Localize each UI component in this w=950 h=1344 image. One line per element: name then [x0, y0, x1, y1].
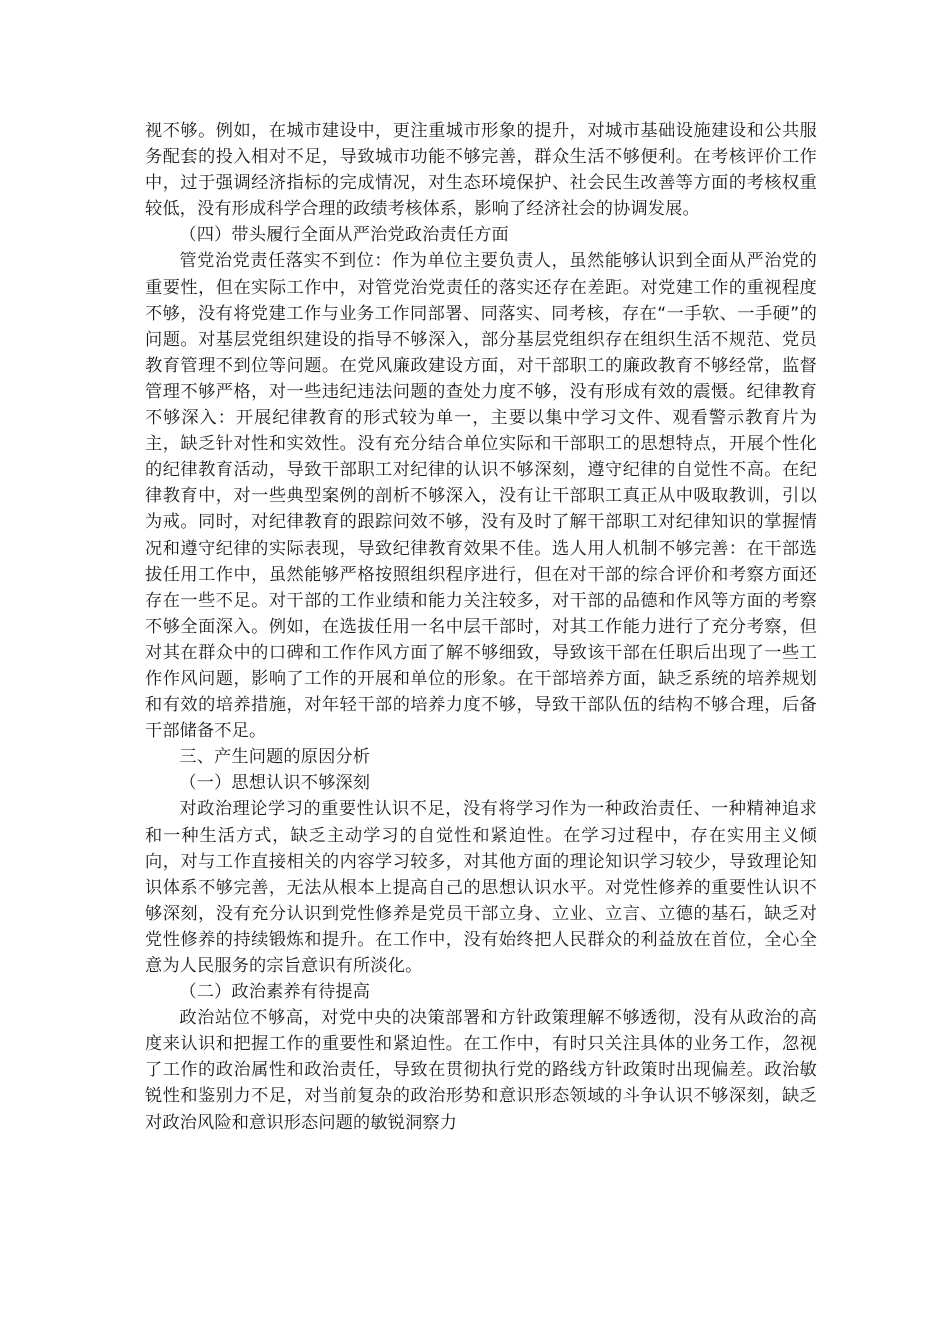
paragraph-party-responsibility: 管党治党责任落实不到位：作为单位主要负责人，虽然能够认识到全面从严治党的重要性，但在实际工作中，对管党治党责任的落实还存在差距。对党建工作的重视程度不够，没有将党建工作与业务工作同部署、同落实、同考核，存在“一手软、一手硬”的问题。对基层党组织建设的指导不够深入，部分基层党组织存在组织生活不规范、党员教育管理不到位等问题。在党风廉政建设方面，对干部职工的廉政教育不够经常，监督管理不够严格，对一些违纪违法问题的查处力度不够，没有形成有效的震慑。纪律教育不够深入：开展纪律教育的形式较为单一，主要以集中学习文件、观看警示教育片为主，缺乏针对性和实效性。没有充分结合单位实际和干部职工的思想特点，开展个性化的纪律教育活动，导致干部职工对纪律的认识不够深刻，遵守纪律的自觉性不高。在纪律教育中，对一些典型案例的剖析不够深入，没有让干部职工真正从中吸取教训，引以为戒。同时，对纪律教育的跟踪问效不够，没有及时了解干部职工对纪律知识的掌握情况和遵守纪律的实际表现，导致纪律教育效果不佳。选人用人机制不够完善：在干部选拔任用工作中，虽然能够严格按照组织程序进行，但在对干部的综合评价和考察方面还存在一些不足。对干部的工作业绩和能力关注较多，对干部的品德和作风等方面的考察不够全面深入。例如，在选拔任用一名中层干部时，对其工作能力进行了充分考察，但对其在群众中的口碑和工作作风方面了解不够细致，导致该干部在任职后出现了一些工作作风问题，影响了工作的开展和单位的形象。在干部培养方面，缺乏系统的培养规划和有效的培养措施，对年轻干部的培养力度不够，导致干部队伍的结构不够合理，后备干部储备不足。 — [145, 251, 817, 742]
section-heading-four: （四）带头履行全面从严治党政治责任方面 — [179, 225, 509, 246]
paragraph-continuation: 视不够。例如，在城市建设中，更注重城市形象的提升，对城市基础设施建设和公共服务配套的投入相对不足，导致城市功能不够完善，群众生活不够便利。在考核评价工作中，过于强调经济指标的完成情况，对生态环境保护、社会民生改善等方面的考核权重较低，没有形成科学合理的政绩考核体系，影响了经济社会的协调发展。 — [145, 121, 817, 220]
section-heading-two: （二）政治素养有待提高 — [179, 982, 371, 1003]
section-heading-one: （一）思想认识不够深刻 — [179, 773, 371, 794]
document-page — [145, 118, 817, 1136]
paragraph-thought-awareness: 对政治理论学习的重要性认识不足，没有将学习作为一种政治责任、一种精神追求和一种生活方式，缺乏主动学习的自觉性和紧迫性。在学习过程中，存在实用主义倾向，对与工作直接相关的内容学习较多，对其他方面的理论知识学习较少，导致理论知识体系不够完善，无法从根本上提高自己的思想认识水平。对党性修养的重要性认识不够深刻，没有充分认识到党性修养是党员干部立身、立业、立言、立德的基石，缺乏对党性修养的持续锻炼和提升。在工作中，没有始终把人民群众的利益放在首位，全心全意为人民服务的宗旨意识有所淡化。 — [145, 799, 817, 976]
chapter-heading-three: 三、产生问题的原因分析 — [179, 747, 371, 768]
paragraph-political-literacy: 政治站位不够高，对党中央的决策部署和方针政策理解不够透彻，没有从政治的高度来认识和把握工作的重要性和紧迫性。在工作中，有时只关注具体的业务工作，忽视了工作的政治属性和政治责任，导致在贯彻执行党的路线方针政策时出现偏差。政治敏锐性和鉴别力不足，对当前复杂的政治形势和意识形态领域的斗争认识不够深刻，缺乏对政治风险和意识形态问题的敏锐洞察力 — [145, 1008, 817, 1133]
